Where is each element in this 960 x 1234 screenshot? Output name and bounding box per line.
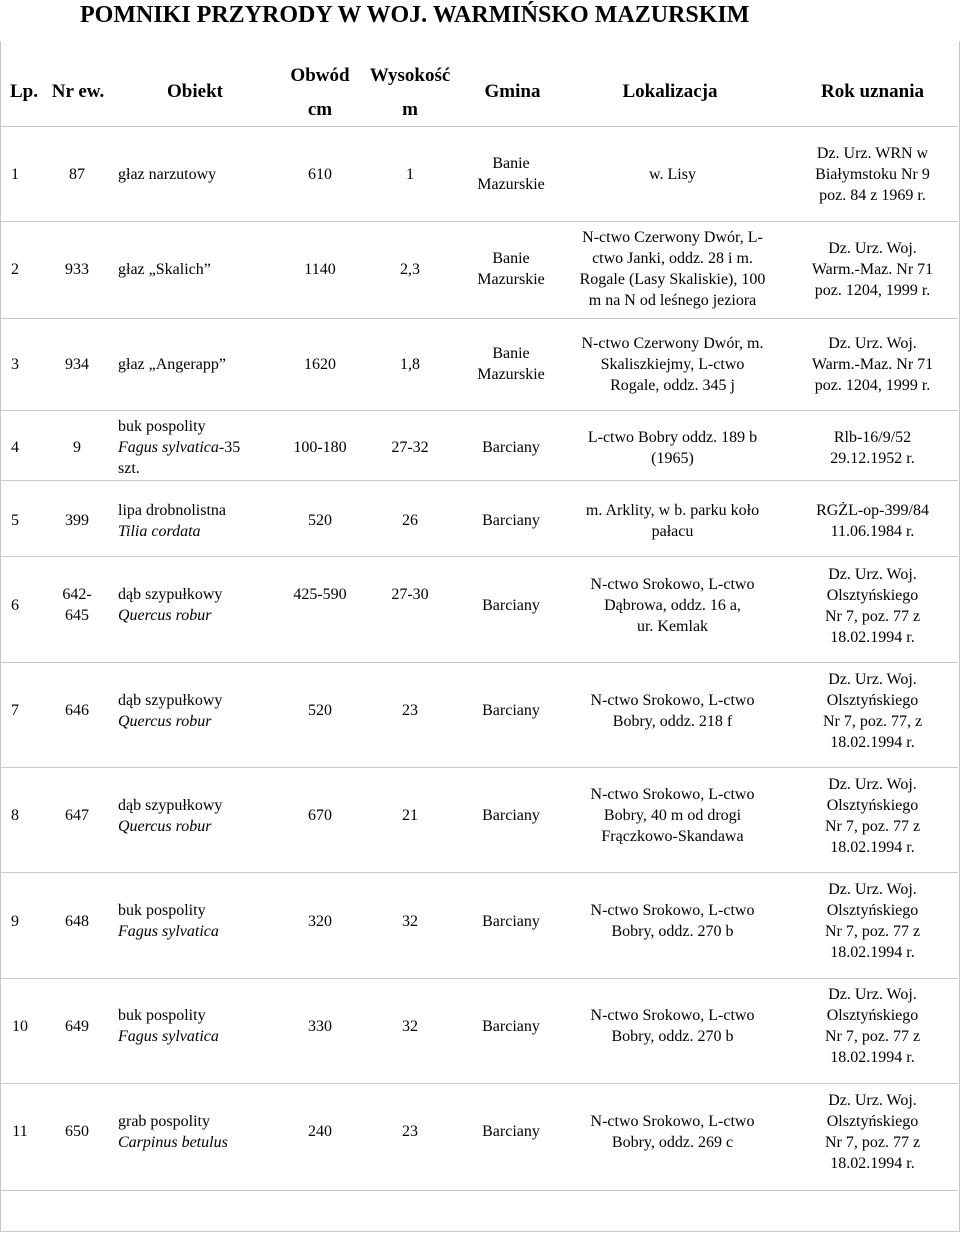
- cell-obwod: 330: [308, 1018, 332, 1035]
- header-lp: Lp.: [10, 81, 38, 102]
- cell-lok-line: N-ctwo Srokowo, L-ctwo: [590, 1007, 755, 1024]
- cell-wysokosc: 1: [406, 166, 414, 183]
- header-wysokosc: Wysokość: [369, 65, 451, 86]
- cell-lp: 11: [12, 1123, 28, 1140]
- cell-rok-line: Olsztyńskiego: [826, 692, 919, 709]
- cell-lokalizacja: [560, 1005, 785, 1047]
- cell-obiekt: głaz „Angerapp”: [118, 356, 226, 373]
- cell-obwod: 100-180: [293, 439, 347, 456]
- cell-rok-uznania: [785, 333, 960, 396]
- cell-rok-line: Olsztyńskiego: [826, 797, 919, 814]
- cell-rok-uznania: [785, 500, 960, 542]
- cell-rok-line: poz. 1204, 1999 r.: [814, 282, 931, 299]
- cell-lp: 1: [11, 166, 19, 183]
- latin-name: Fagus sylvatica: [118, 923, 219, 940]
- cell-gmina: [460, 153, 562, 195]
- cell-nr-ew: 399: [65, 512, 89, 529]
- page-title: POMNIKI PRZYRODY W WOJ. WARMIŃSKO MAZURSKIM: [80, 2, 750, 28]
- row-separator: [0, 1190, 958, 1191]
- cell-obiekt-line: grab pospolity: [118, 1113, 210, 1130]
- cell-rok-uznania: [785, 238, 960, 301]
- row-separator: [0, 767, 958, 768]
- cell-lokalizacja: [560, 227, 785, 311]
- cell-rok-line: Dz. Urz. Woj.: [828, 671, 917, 688]
- latin-name: Quercus robur: [118, 818, 212, 835]
- cell-lok-line: Dąbrowa, oddz. 16 a,: [604, 597, 741, 614]
- cell-obiekt-line: buk pospolity: [118, 418, 206, 435]
- cell-gmina: Barciany: [482, 597, 540, 614]
- header-lokalizacja: Lokalizacja: [622, 81, 718, 102]
- cell-obiekt: [118, 1111, 228, 1153]
- cell-lokalizacja: [560, 784, 785, 847]
- cell-lok-line: L-ctwo Bobry oddz. 189 b: [587, 429, 758, 446]
- cell-obwod: 240: [308, 1123, 332, 1140]
- cell-gmina-line: Banie: [492, 345, 530, 362]
- cell-nr-ew: 647: [65, 807, 89, 824]
- cell-lokalizacja: [560, 900, 785, 942]
- cell-lp: 4: [11, 439, 19, 456]
- cell-rok-line: Dz. Urz. Woj.: [828, 776, 917, 793]
- cell-rok-line: Dz. Urz. Woj.: [828, 240, 917, 257]
- cell-nr-ew: 87: [69, 166, 85, 183]
- cell-obwod: 610: [308, 166, 332, 183]
- cell-lokalizacja: [560, 1111, 785, 1153]
- cell-obiekt: głaz narzutowy: [118, 166, 217, 183]
- cell-lokalizacja: [560, 500, 785, 542]
- cell-lokalizacja: [560, 333, 785, 396]
- cell-obiekt-line: dąb szypułkowy: [118, 797, 223, 814]
- cell-lok-line: Frączkowo-Skandawa: [601, 828, 744, 845]
- cell-lok-line: (1965): [651, 450, 694, 467]
- cell-rok-line: Warm.-Maz. Nr 71: [811, 261, 934, 278]
- cell-gmina: [460, 343, 562, 385]
- cell-rok-uznania: [785, 984, 960, 1068]
- cell-rok-line: RGŻL-op-399/84: [816, 502, 929, 519]
- row-separator: [0, 221, 958, 222]
- cell-nr-line: 645: [65, 607, 89, 624]
- cell-rok-line: Nr 7, poz. 77 z: [824, 1134, 921, 1151]
- cell-rok-line: Białymstoku Nr 9: [815, 166, 930, 183]
- cell-rok-uznania: [785, 427, 960, 469]
- cell-rok-line: 18.02.1994 r.: [830, 944, 915, 961]
- cell-rok-line: Olsztyńskiego: [826, 587, 919, 604]
- cell-obiekt-line: lipa drobnolistna: [118, 502, 226, 519]
- cell-obwod: 520: [308, 512, 332, 529]
- cell-lok-line: N-ctwo Czerwony Dwór, m.: [581, 335, 764, 352]
- cell-rok-line: Dz. Urz. Woj.: [828, 1092, 917, 1109]
- cell-obwod: 425-590: [293, 586, 347, 603]
- cell-obiekt: [118, 900, 219, 942]
- cell-obiekt-line: buk pospolity: [118, 1007, 206, 1024]
- cell-lok-line: Bobry, oddz. 269 c: [611, 1134, 734, 1151]
- cell-lok-line: m na N od leśnego jeziora: [588, 292, 757, 309]
- cell-lokalizacja: w. Lisy: [649, 166, 696, 183]
- cell-wysokosc: 21: [402, 807, 418, 824]
- cell-lok-line: Rogale, oddz. 345 j: [610, 377, 735, 394]
- cell-rok-line: Olsztyńskiego: [826, 902, 919, 919]
- cell-rok-uznania: [785, 669, 960, 753]
- cell-lok-line: N-ctwo Srokowo, L-ctwo: [590, 1113, 755, 1130]
- cell-rok-line: Nr 7, poz. 77, z: [822, 713, 923, 730]
- cell-rok-line: Warm.-Maz. Nr 71: [811, 356, 934, 373]
- cell-lok-line: Bobry, oddz. 270 b: [611, 923, 734, 940]
- cell-obwod: 1140: [304, 261, 336, 278]
- cell-obwod: 520: [308, 702, 332, 719]
- latin-name: Carpinus betulus: [118, 1134, 228, 1151]
- cell-nr-ew: 650: [65, 1123, 89, 1140]
- cell-obiekt-line: szt.: [118, 460, 140, 477]
- cell-rok-line: Olsztyńskiego: [826, 1007, 919, 1024]
- cell-rok-line: 11.06.1984 r.: [830, 523, 915, 540]
- cell-lok-line: pałacu: [651, 523, 694, 540]
- cell-lok-line: Bobry, 40 m od drogi: [603, 807, 742, 824]
- latin-name: Quercus robur: [118, 713, 212, 730]
- cell-lp: 7: [11, 702, 19, 719]
- cell-obiekt: [118, 690, 222, 732]
- cell-lok-line: N-ctwo Srokowo, L-ctwo: [590, 692, 755, 709]
- row-separator: [0, 872, 958, 873]
- cell-rok-line: poz. 84 z 1969 r.: [819, 187, 926, 204]
- cell-gmina: Barciany: [482, 807, 540, 824]
- cell-rok-uznania: [785, 143, 960, 206]
- cell-lp: 8: [11, 807, 19, 824]
- cell-lok-line: Bobry, oddz. 270 b: [611, 1028, 734, 1045]
- row-separator: [0, 662, 958, 663]
- cell-obiekt: [118, 584, 222, 626]
- cell-rok-line: 29.12.1952 r.: [830, 450, 915, 467]
- cell-rok-line: Dz. Urz. Woj.: [828, 986, 917, 1003]
- cell-rok-line: poz. 1204, 1999 r.: [814, 377, 931, 394]
- cell-lok-line: N-ctwo Czerwony Dwór, L-: [582, 229, 763, 246]
- cell-lok-line: ctwo Janki, oddz. 28 i m.: [592, 250, 753, 267]
- cell-rok-line: Olsztyńskiego: [826, 1113, 919, 1130]
- cell-obwod: 1620: [304, 356, 336, 373]
- cell-wysokosc: 32: [402, 1018, 418, 1035]
- cell-rok-line: 18.02.1994 r.: [830, 629, 915, 646]
- row-separator: [0, 556, 958, 557]
- row-separator: [0, 480, 958, 481]
- cell-gmina: Barciany: [482, 913, 540, 930]
- header-obiekt: Obiekt: [167, 81, 223, 102]
- latin-name: Quercus robur: [118, 607, 212, 624]
- cell-lokalizacja: [560, 427, 785, 469]
- cell-gmina: Barciany: [482, 512, 540, 529]
- cell-gmina-line: Mazurskie: [477, 176, 545, 193]
- cell-obiekt: [118, 500, 226, 542]
- cell-rok-line: Rlb-16/9/52: [833, 429, 912, 446]
- cell-obiekt: [118, 795, 222, 837]
- cell-obiekt-line: [118, 437, 240, 458]
- latin-name: Tilia cordata: [118, 523, 201, 540]
- cell-nr-ew: 9: [73, 439, 81, 456]
- cell-gmina: Barciany: [482, 439, 540, 456]
- count-suffix: -35: [218, 439, 241, 456]
- cell-rok-line: 18.02.1994 r.: [830, 839, 915, 856]
- cell-rok-line: Dz. Urz. Woj.: [828, 566, 917, 583]
- cell-lp: 3: [11, 356, 19, 373]
- latin-name: Fagus sylvatica: [118, 1028, 219, 1045]
- cell-nr-ew: 933: [65, 261, 89, 278]
- cell-wysokosc: 23: [402, 1123, 418, 1140]
- cell-rok-uznania: [785, 774, 960, 858]
- header-nr-ew: Nr ew.: [51, 81, 105, 102]
- cell-wysokosc: 26: [402, 512, 418, 529]
- cell-gmina: Barciany: [482, 1018, 540, 1035]
- cell-wysokosc: 23: [402, 702, 418, 719]
- cell-gmina: [460, 248, 562, 290]
- cell-obiekt: głaz „Skalich”: [118, 261, 211, 278]
- header-obwod-unit: cm: [307, 99, 333, 120]
- cell-lok-line: N-ctwo Srokowo, L-ctwo: [590, 576, 755, 593]
- cell-lok-line: N-ctwo Srokowo, L-ctwo: [590, 786, 755, 803]
- cell-gmina-line: Banie: [492, 250, 530, 267]
- cell-rok-line: Dz. Urz. Woj.: [828, 881, 917, 898]
- row-separator: [0, 318, 958, 319]
- cell-nr-line: 642-: [62, 586, 92, 603]
- cell-nr-ew: 646: [65, 702, 89, 719]
- cell-obiekt: [118, 416, 240, 479]
- cell-lokalizacja: [560, 690, 785, 732]
- cell-rok-line: 18.02.1994 r.: [830, 1049, 915, 1066]
- cell-lp: 10: [12, 1018, 28, 1035]
- latin-name: Fagus sylvatica: [118, 439, 219, 456]
- cell-lok-line: m. Arklity, w b. parku koło: [585, 502, 760, 519]
- cell-rok-line: Nr 7, poz. 77 z: [824, 923, 921, 940]
- cell-lp: 9: [11, 913, 19, 930]
- cell-obiekt-line: buk pospolity: [118, 902, 206, 919]
- cell-gmina-line: Banie: [492, 155, 530, 172]
- cell-rok-uznania: [785, 564, 960, 648]
- cell-wysokosc: 27-30: [391, 586, 429, 603]
- cell-rok-line: Dz. Urz. WRN w: [816, 145, 929, 162]
- cell-rok-line: 18.02.1994 r.: [830, 1155, 915, 1172]
- row-separator: [0, 978, 958, 979]
- header-separator: [0, 126, 958, 127]
- cell-gmina-line: Mazurskie: [477, 271, 545, 288]
- cell-lp: 5: [11, 512, 19, 529]
- cell-wysokosc: 27-32: [391, 439, 429, 456]
- cell-lok-line: Skaliszkiejmy, L-ctwo: [600, 356, 745, 373]
- header-wysokosc-unit: m: [402, 99, 418, 120]
- cell-rok-line: Nr 7, poz. 77 z: [824, 608, 921, 625]
- cell-nr-ew: 649: [65, 1018, 89, 1035]
- cell-obiekt-line: dąb szypułkowy: [118, 586, 223, 603]
- header-obwod: Obwód: [290, 65, 350, 86]
- cell-nr-ew: 934: [65, 356, 89, 373]
- row-separator: [0, 410, 958, 411]
- cell-lok-line: Bobry, oddz. 218 f: [612, 713, 733, 730]
- cell-lok-line: Rogale (Lasy Skaliskie), 100: [579, 271, 766, 288]
- cell-lok-line: ur. Kemlak: [636, 618, 709, 635]
- header-gmina: Gmina: [484, 81, 541, 102]
- cell-lok-line: N-ctwo Srokowo, L-ctwo: [590, 902, 755, 919]
- cell-rok-uznania: [785, 1090, 960, 1174]
- cell-wysokosc: 2,3: [400, 261, 420, 278]
- cell-wysokosc: 1,8: [400, 356, 420, 373]
- cell-rok-uznania: [785, 879, 960, 963]
- cell-gmina-line: Mazurskie: [477, 366, 545, 383]
- cell-obiekt-line: dąb szypułkowy: [118, 692, 223, 709]
- cell-wysokosc: 32: [402, 913, 418, 930]
- row-separator: [0, 1083, 958, 1084]
- cell-lokalizacja: [560, 574, 785, 637]
- cell-obwod: 320: [308, 913, 332, 930]
- cell-obwod: 670: [308, 807, 332, 824]
- cell-lp: 2: [11, 261, 19, 278]
- cell-rok-line: 18.02.1994 r.: [830, 734, 915, 751]
- cell-nr-ew: [52, 584, 102, 626]
- cell-rok-line: Nr 7, poz. 77 z: [824, 818, 921, 835]
- cell-obiekt: [118, 1005, 219, 1047]
- cell-gmina: Barciany: [482, 702, 540, 719]
- cell-rok-line: Dz. Urz. Woj.: [828, 335, 917, 352]
- header-rok-uznania: Rok uznania: [821, 81, 924, 102]
- cell-lp: 6: [11, 597, 19, 614]
- cell-gmina: Barciany: [482, 1123, 540, 1140]
- cell-nr-ew: 648: [65, 913, 89, 930]
- cell-rok-line: Nr 7, poz. 77 z: [824, 1028, 921, 1045]
